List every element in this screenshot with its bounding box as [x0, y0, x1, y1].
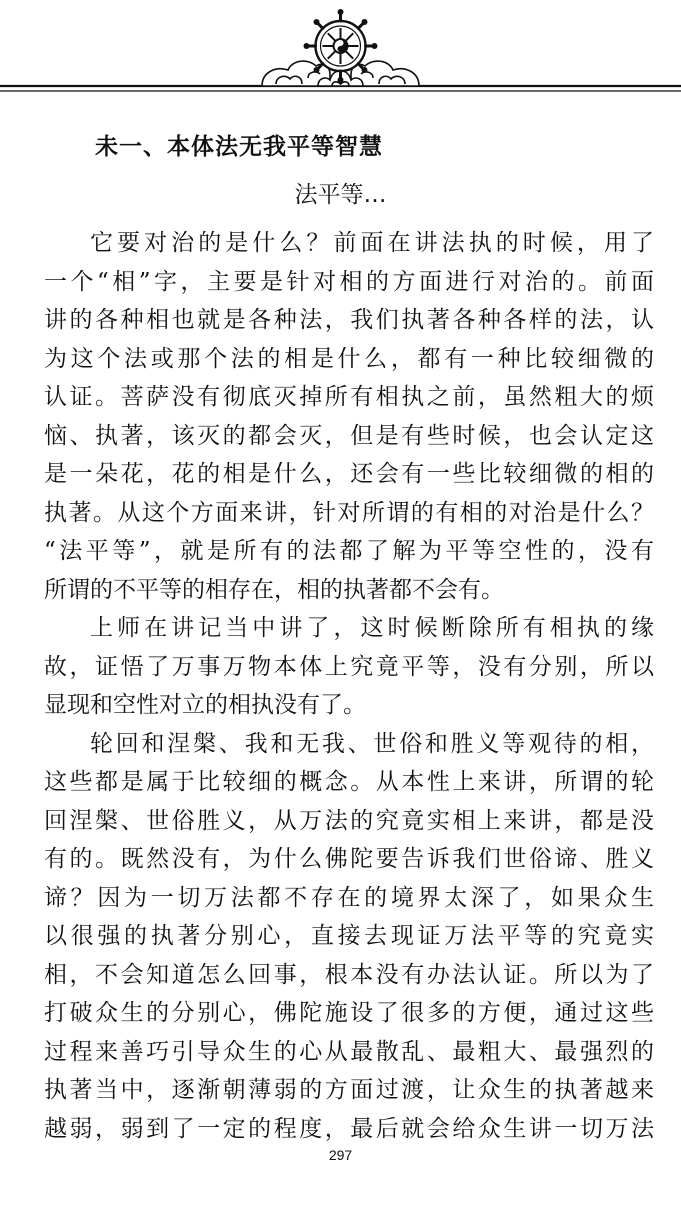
text-line: 回涅槃、世俗胜义，从万法的究竟实相上来讲，都是没	[44, 807, 654, 834]
text-line: 轮回和涅槃、我和无我、世俗和胜义等观待的相，	[90, 730, 654, 757]
header-ornament	[0, 0, 681, 110]
text-line: 显现和空性对立的相执没有了。	[44, 692, 366, 718]
page-number: 297	[328, 1147, 353, 1163]
text-line: 执著。从这个方面来讲，针对所谓的有相的对治是什么？	[44, 499, 654, 526]
dharma-wheel-icon	[304, 9, 378, 83]
text-line: “法平等”，就是所有的法都了解为平等空性的，没有	[44, 538, 654, 564]
text-line: 过程来善巧引导众生的心从最散乱、最粗大、最强烈的	[44, 1038, 654, 1065]
text-line: 越弱，弱到了一定的程度，最后就会给众生讲一切万法	[44, 1115, 654, 1142]
text-line: 执著当中，逐渐朝薄弱的方面过渡，让众生的执著越来	[44, 1077, 654, 1103]
text-line: 为这个法或那个法的相是什么，都有一种比较细微的	[44, 345, 654, 372]
text-line: 是一朵花，花的相是什么，还会有一些比较细微的相的	[44, 461, 654, 487]
body-text	[44, 224, 654, 1148]
subheading: 法平等…	[294, 182, 387, 208]
text-line: 这些都是属于比较细的概念。从本性上来讲，所谓的轮	[44, 769, 654, 795]
text-line: 一个“相”字，主要是针对相的方面进行对治的。前面	[44, 268, 654, 295]
text-line: 认证。菩萨没有彻底灭掉所有相执之前，虽然粗大的烦	[44, 384, 654, 410]
text-line: 它要对治的是什么？前面在讲法执的时候，用了	[90, 230, 654, 256]
paragraph	[44, 609, 654, 725]
section-heading: 未一、本体法无我平等智慧	[95, 134, 383, 160]
text-line: 故，证悟了万事万物本体上究竟平等，没有分别，所以	[44, 653, 654, 680]
paragraph	[44, 224, 654, 609]
text-line: 讲的各种相也就是各种法，我们执著各种各样的法，认	[44, 307, 654, 333]
text-line: 谛？因为一切万法都不存在的境界太深了，如果众生	[44, 884, 654, 911]
text-line: 有的。既然没有，为什么佛陀要告诉我们世俗谛、胜义	[44, 846, 654, 872]
paragraph	[44, 725, 654, 1149]
text-line: 恼、执著，该灭的都会灭，但是有些时候，也会认定这	[44, 422, 654, 449]
text-line: 所谓的不平等的相存在，相的执著都不会有。	[44, 576, 504, 603]
text-line: 上师在讲记当中讲了，这时候断除所有相执的缘	[90, 615, 654, 641]
text-line: 相，不会知道怎么回事，根本没有办法认证。所以为了	[44, 961, 654, 988]
text-line: 打破众生的分别心，佛陀施设了很多的方便，通过这些	[44, 1000, 654, 1026]
text-line: 以很强的执著分别心，直接去现证万法平等的究竟实	[44, 923, 654, 949]
